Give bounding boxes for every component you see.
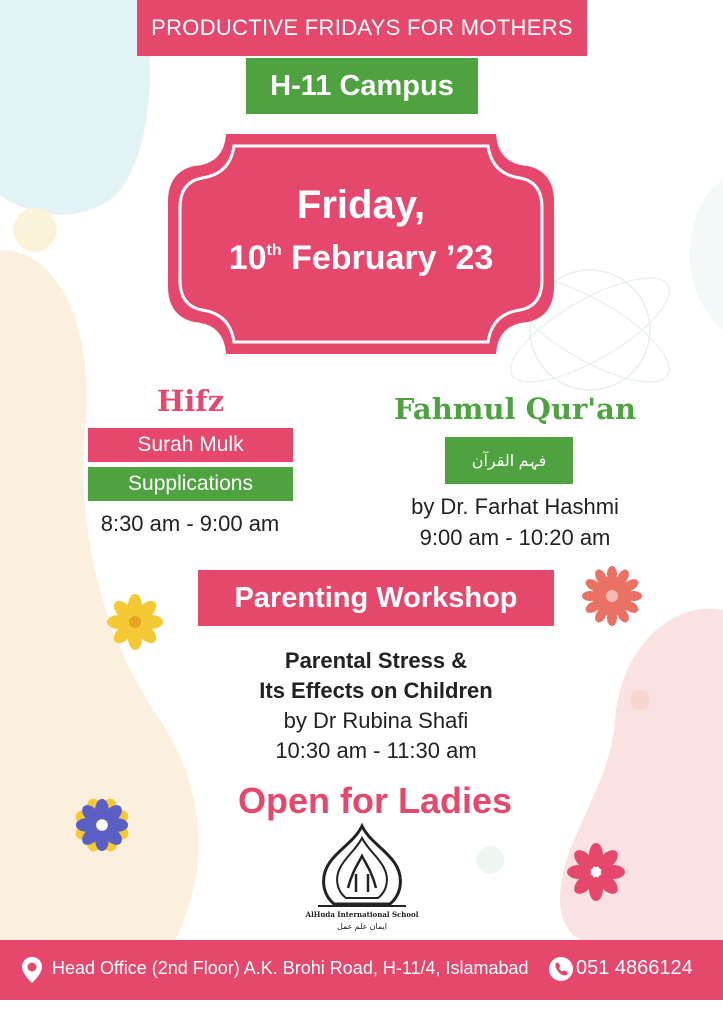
fahmul-quran-time: 9:00 am - 10:20 am <box>419 525 611 550</box>
hifz-time: 8:30 am - 9:00 am <box>100 511 280 536</box>
event-series-banner: PRODUCTIVE FRIDAYS FOR MOTHERS <box>137 0 587 56</box>
date-ordinal-suffix: th <box>266 242 282 259</box>
date-day-number: 10 <box>228 239 267 277</box>
workshop-time: 10:30 am - 11:30 am <box>275 738 477 763</box>
pink-flower-icon <box>566 842 626 902</box>
open-for-ladies-heading: Open for Ladies <box>237 780 513 821</box>
campus-badge: H-11 Campus <box>246 58 478 114</box>
salmon-flower-icon <box>582 566 642 626</box>
workshop-topic-line2: Its Effects on Children <box>259 678 493 703</box>
logo-tagline: ایمان علم عمل <box>336 922 388 931</box>
event-full-date <box>166 228 556 281</box>
footer-bottom-strip <box>0 1000 723 1024</box>
hifz-item-surah-mulk: Surah Mulk <box>88 428 293 462</box>
fahmul-quran-arabic-badge: فہم القرآن <box>445 437 573 484</box>
location-pin-icon <box>20 956 44 984</box>
footer-address: Head Office (2nd Floor) A.K. Brohi Road, H-11/4, Islamabad <box>52 958 529 978</box>
blue-flower-icon <box>73 796 131 854</box>
workshop-details <box>200 646 552 766</box>
workshop-speaker: by Dr Rubina Shafi <box>283 708 469 733</box>
workshop-topic-line1: Parental Stress & <box>284 648 468 673</box>
fahmul-quran-speaker: by Dr. Farhat Hashmi <box>411 494 619 519</box>
parenting-workshop-banner: Parenting Workshop <box>198 570 554 626</box>
hifz-item-supplications: Supplications <box>88 467 293 501</box>
phone-icon <box>548 956 574 982</box>
event-date <box>166 182 556 281</box>
event-day: Friday, <box>296 183 426 227</box>
fahmul-quran-title: Fahmul Qur'an <box>393 392 637 426</box>
footer-phone: 051 4866124 <box>576 957 693 979</box>
fahmul-quran-details <box>375 491 655 553</box>
hifz-title: Hifz <box>156 384 225 418</box>
logo-school-name: AlHuda International School <box>305 910 419 919</box>
yellow-flower-icon <box>105 592 165 652</box>
footer-bar <box>0 940 723 1000</box>
date-month-year: February ’23 <box>291 239 494 277</box>
